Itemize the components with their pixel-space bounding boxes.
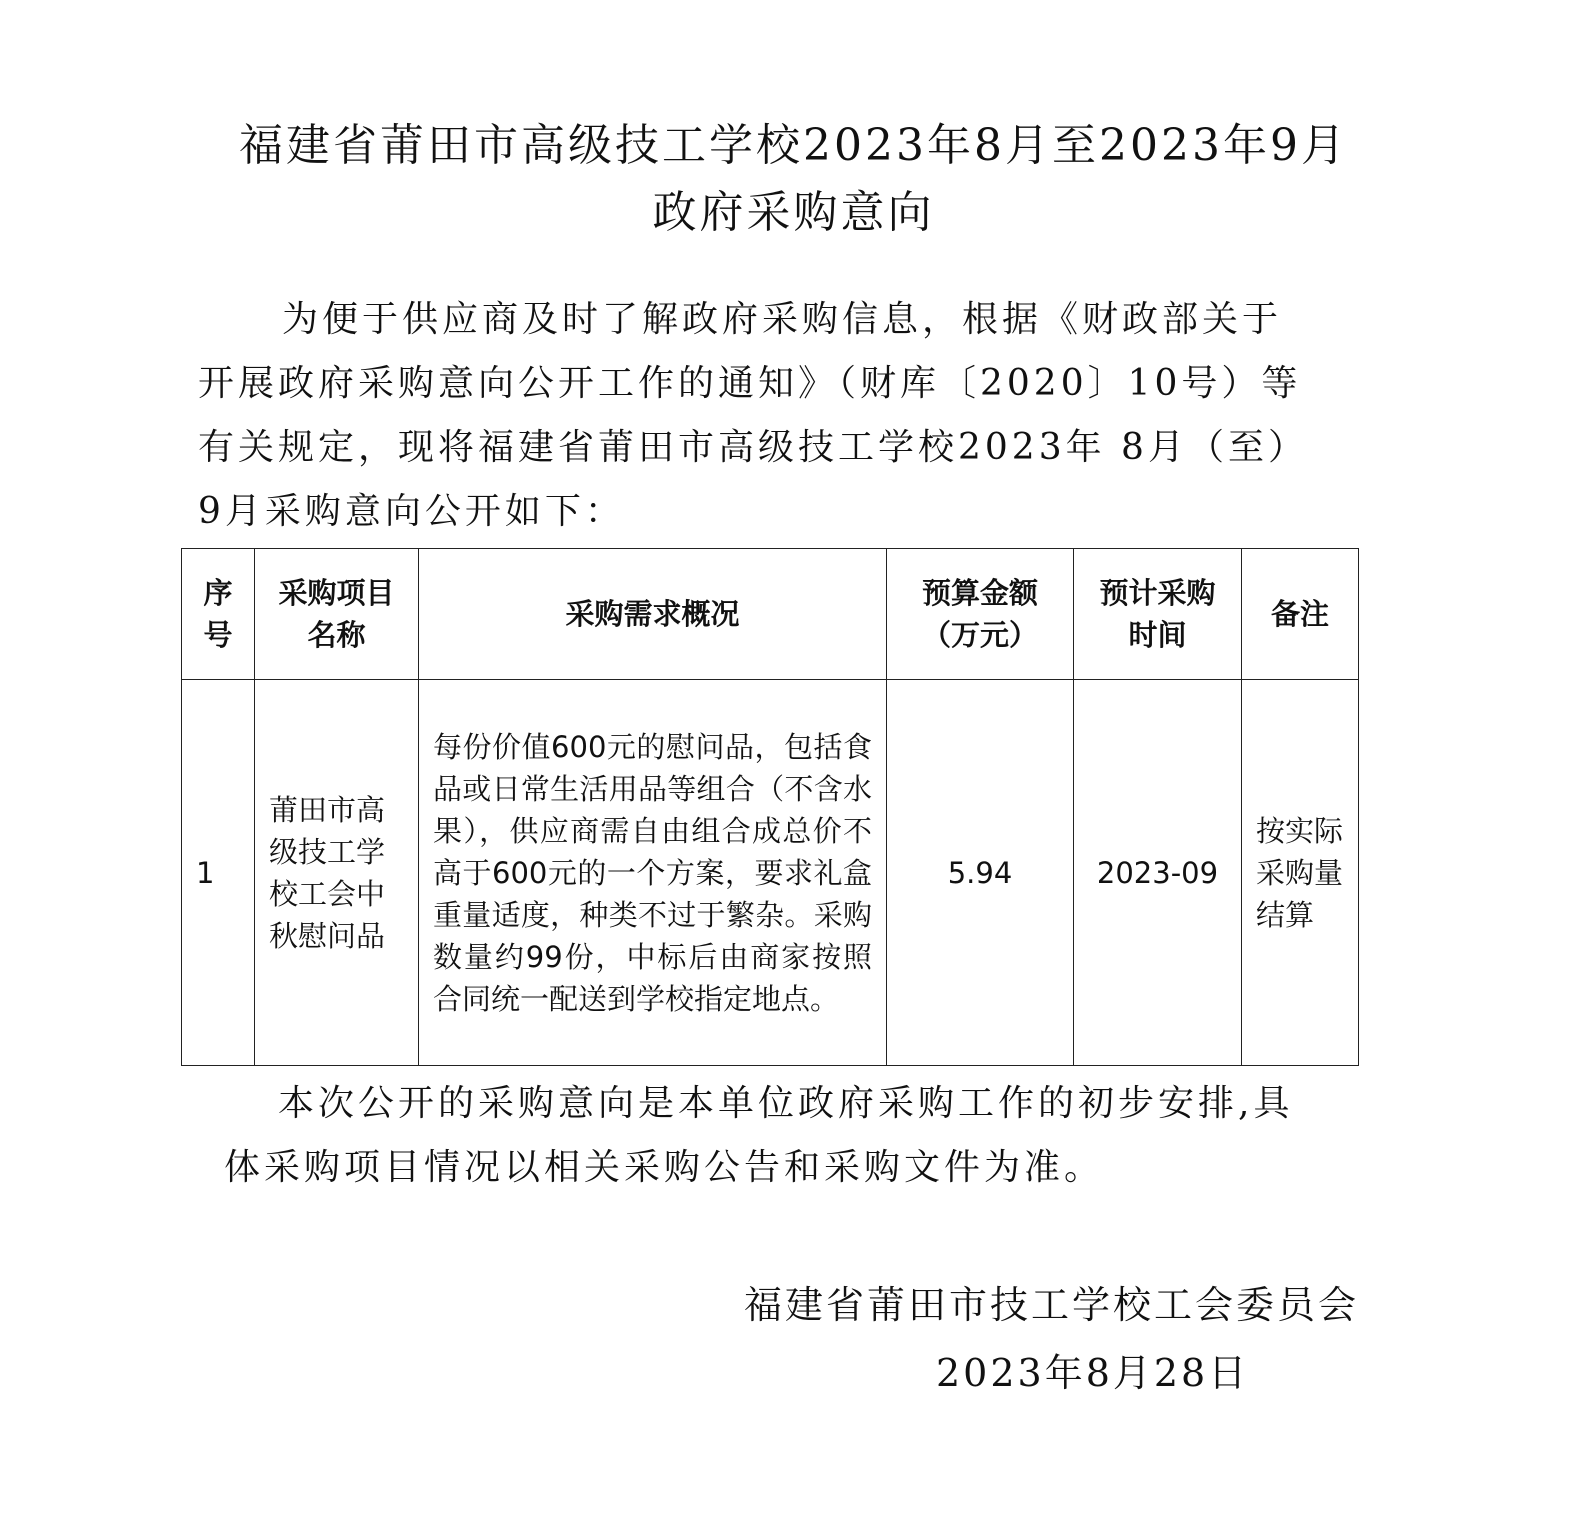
closing-paragraph xyxy=(224,1072,1424,1200)
header-description: 采购需求概况 xyxy=(419,549,887,680)
procurement-table xyxy=(181,548,1359,1066)
intro-line: 有关规定，现将福建省莆田市高级技工学校2023年 8月（至） xyxy=(198,427,1308,468)
header-seq: 序号 xyxy=(182,549,255,680)
table-header-row xyxy=(182,549,1359,680)
document-title-line-1: 福建省莆田市高级技工学校2023年8月至2023年9月 xyxy=(239,120,1348,171)
signature-organization: 福建省莆田市技工学校工会委员会 xyxy=(744,1283,1360,1327)
signature-date: 2023年8月28日 xyxy=(936,1351,1250,1395)
document-title-line-2: 政府采购意向 xyxy=(652,187,935,238)
intro-line: 9月采购意向公开如下： xyxy=(198,491,625,532)
cell-seq: 1 xyxy=(182,680,255,1066)
closing-line: 本次公开的采购意向是本单位政府采购工作的初步安排,具 xyxy=(278,1083,1294,1124)
cell-time: 2023-09 xyxy=(1074,680,1242,1066)
cell-project-name: 莆田市高级技工学校工会中秋慰问品 xyxy=(255,680,419,1066)
cell-note: 按实际采购量结算 xyxy=(1242,680,1359,1066)
intro-paragraph xyxy=(198,288,1398,544)
header-time: 预计采购时间 xyxy=(1074,549,1242,680)
header-note: 备注 xyxy=(1242,549,1359,680)
cell-description: 每份价值600元的慰问品，包括食品或日常生活用品等组合（不含水果），供应商需自由组合成总价不高于600元的一个方案，要求礼盒重量适度，种类不过于繁杂。采购数量约99份，中标后由商家按照合同统一配送到学校指定地点。 xyxy=(419,680,887,1066)
intro-line: 开展政府采购意向公开工作的通知》（财库〔2020〕10号）等 xyxy=(198,363,1302,404)
header-project-name: 采购项目名称 xyxy=(255,549,419,680)
cell-budget: 5.94 xyxy=(887,680,1074,1066)
table-row xyxy=(182,680,1359,1066)
header-budget: 预算金额（万元） xyxy=(887,549,1074,680)
closing-line: 体采购项目情况以相关采购公告和采购文件为准。 xyxy=(224,1147,1105,1188)
intro-line: 为便于供应商及时了解政府采购信息，根据《财政部关于 xyxy=(282,299,1283,340)
